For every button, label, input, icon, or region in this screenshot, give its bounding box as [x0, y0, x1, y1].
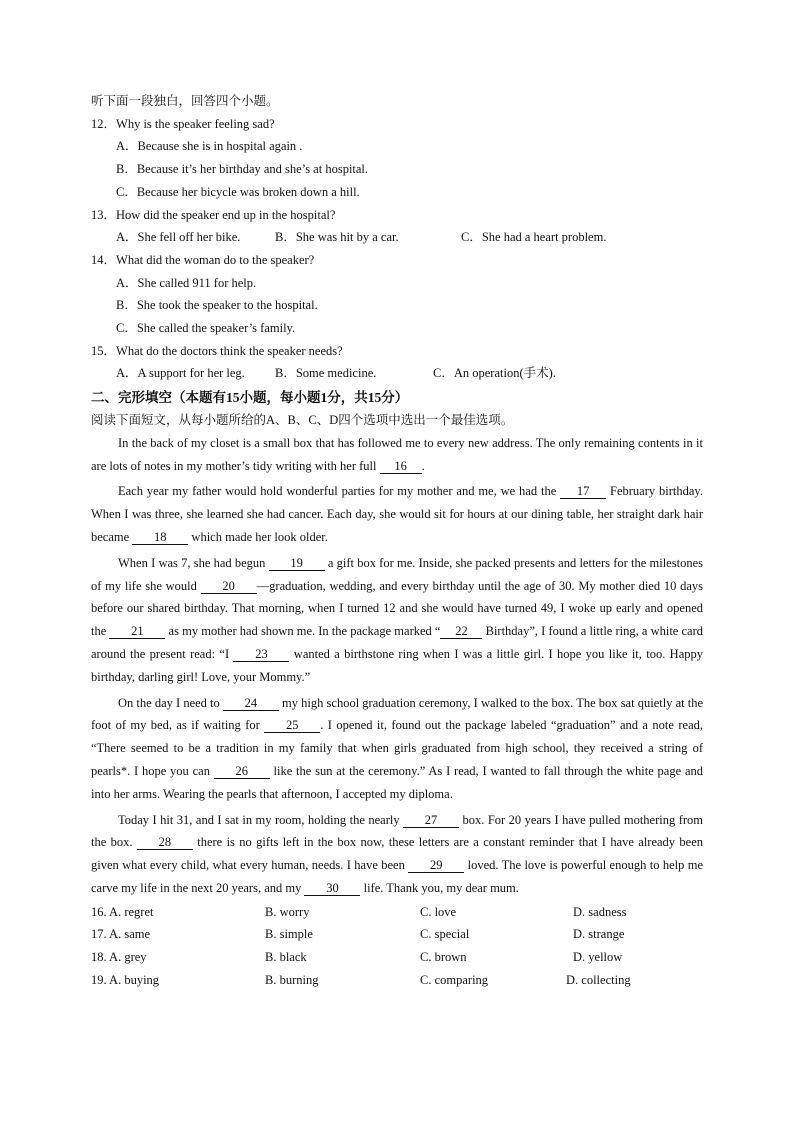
question-stem: What did the woman do to the speaker? — [116, 252, 315, 267]
question-stem: What do the doctors think the speaker needs? — [116, 343, 343, 358]
blank-22[interactable]: 22 — [440, 624, 482, 639]
paragraph-2: Each year my father would hold wonderful parties for my mother and me, we had the 17 February birthday. When I was three, she learned she had cancer. Each day, she would sit for hours at our dining table, her straight dark hair became 18 which made her look older. — [91, 484, 703, 545]
question-13 — [91, 204, 703, 227]
question-12 — [91, 113, 703, 136]
option-b: B. worry — [265, 904, 310, 919]
option-c: C. comparing — [420, 972, 489, 987]
listening-instructions: 听下面一段独白，回答四个小题。 — [91, 94, 279, 108]
blank-24[interactable]: 24 — [223, 696, 279, 711]
options-17 — [91, 923, 703, 946]
option-15-a: A．A support for her leg. — [116, 366, 245, 381]
blank-18[interactable]: 18 — [132, 530, 188, 545]
blank-16[interactable]: 16 — [380, 459, 422, 474]
option-d: D. collecting — [566, 972, 631, 987]
cloze-instructions: 阅读下面短文，从每小题所给的A、B、C、D四个选项中选出一个最佳选项。 — [91, 413, 514, 428]
blank-19[interactable]: 19 — [269, 556, 325, 571]
options-18 — [91, 946, 703, 969]
option-14-c: C．She called the speaker’s family. — [116, 321, 296, 336]
options-13 — [91, 226, 703, 249]
section-heading: 二、完形填空（本题有15小题，每小题1分，共15分） — [91, 390, 409, 406]
options-15 — [91, 362, 703, 385]
option-d: D. strange — [573, 927, 625, 942]
option-15-b: B．Some medicine. — [275, 366, 377, 381]
question-stem: How did the speaker end up in the hospital? — [116, 207, 336, 222]
option-c: C. brown — [420, 949, 467, 964]
option-b: B. simple — [265, 927, 313, 942]
question-number: 13． — [91, 207, 117, 222]
blank-30[interactable]: 30 — [304, 881, 360, 896]
option-b: B. burning — [265, 972, 319, 987]
options-19 — [91, 969, 703, 992]
option-13-a: A．She fell off her bike. — [116, 230, 241, 245]
option-a: 19. A. buying — [91, 972, 160, 987]
cloze-passage — [91, 432, 703, 900]
option-14-b: B．She took the speaker to the hospital. — [116, 298, 318, 313]
option-d: D. sadness — [573, 904, 627, 919]
option-14-a: A．She called 911 for help. — [116, 275, 257, 290]
option-12-c: C．Because her bicycle was broken down a hill. — [116, 184, 360, 199]
options-16 — [91, 901, 703, 924]
blank-17[interactable]: 17 — [560, 484, 606, 499]
blank-29[interactable]: 29 — [408, 858, 464, 873]
blank-21[interactable]: 21 — [109, 624, 165, 639]
question-number: 12． — [91, 116, 117, 131]
option-a: 16. A. regret — [91, 904, 154, 919]
question-14 — [91, 249, 703, 272]
option-c: C. love — [420, 904, 457, 919]
option-a: 18. A. grey — [91, 949, 147, 964]
option-b: B. black — [265, 949, 307, 964]
cloze-options — [91, 901, 703, 991]
paragraph-5: Today I hit 31, and I sat in my room, holding the nearly 27 box. For 20 years I have pulled mothering from the box. 28 there is no gifts left in the box now, these letters are a constant reminder that I have already been given what every child, what every human, needs. I have been 29 loved. The love is powerful enough to help me carve my life in the next 20 years, and my 30 life. Thank you, my dear mum. — [91, 812, 704, 895]
option-13-c: C．She had a heart problem. — [461, 230, 607, 245]
option-15-c: C．An operation(手术). — [433, 366, 556, 381]
blank-27[interactable]: 27 — [403, 813, 459, 828]
paragraph-1: In the back of my closet is a small box that has followed me to every new address. The only remaining contents in it are lots of notes in my mother’s tidy writing with her full 16 . — [91, 435, 703, 473]
paragraph-3: When I was 7, she had begun 19 a gift box for me. Inside, she packed presents and letters for the milestones of my life she would 20 —graduation, wedding, and every birthday until the age of 30. My mother died 10 days before our shared birthday. That morning, when I turned 12 and she would have turned 49, I woke up early and opened the 21 as my mother had shown me. In the package marked “ 22 Birthday”, I found a little ring, a white card around the present read: “I 23 wanted a birthstone ring when I was a little girl. I hope you like it, too. Happy birthday, darling girl! Love, your Mommy.” — [91, 555, 703, 684]
option-12-a: A．Because she is in hospital again . — [116, 139, 303, 154]
option-12-b: B．Because it’s her birthday and she’s at hospital. — [116, 162, 369, 177]
option-13-b: B．She was hit by a car. — [275, 230, 399, 245]
exam-content — [91, 90, 703, 991]
blank-25[interactable]: 25 — [264, 718, 320, 733]
question-number: 14． — [91, 252, 117, 267]
blank-23[interactable]: 23 — [233, 647, 289, 662]
option-a: 17. A. same — [91, 927, 151, 942]
blank-20[interactable]: 20 — [201, 579, 257, 594]
option-d: D. yellow — [573, 949, 623, 964]
blank-28[interactable]: 28 — [137, 835, 193, 850]
question-number: 15． — [91, 343, 117, 358]
paragraph-4: On the day I need to 24 my high school graduation ceremony, I walked to the box. The box sat quietly at the foot of my bed, as if waiting for 25 . I opened it, found out the package labeled “graduation” and a note read, “There seemed to be a tradition in my family that when girls graduated from high school, they received a string of pearls*. I hope you can 26 like the sun at the ceremony.” As I read, I wanted to fall through the white page and into her arms. Wearing the pearls that afternoon, I accepted my diploma. — [91, 695, 704, 801]
question-stem: Why is the speaker feeling sad? — [116, 116, 275, 131]
question-15 — [91, 340, 703, 363]
option-c: C. special — [420, 927, 470, 942]
blank-26[interactable]: 26 — [214, 764, 270, 779]
